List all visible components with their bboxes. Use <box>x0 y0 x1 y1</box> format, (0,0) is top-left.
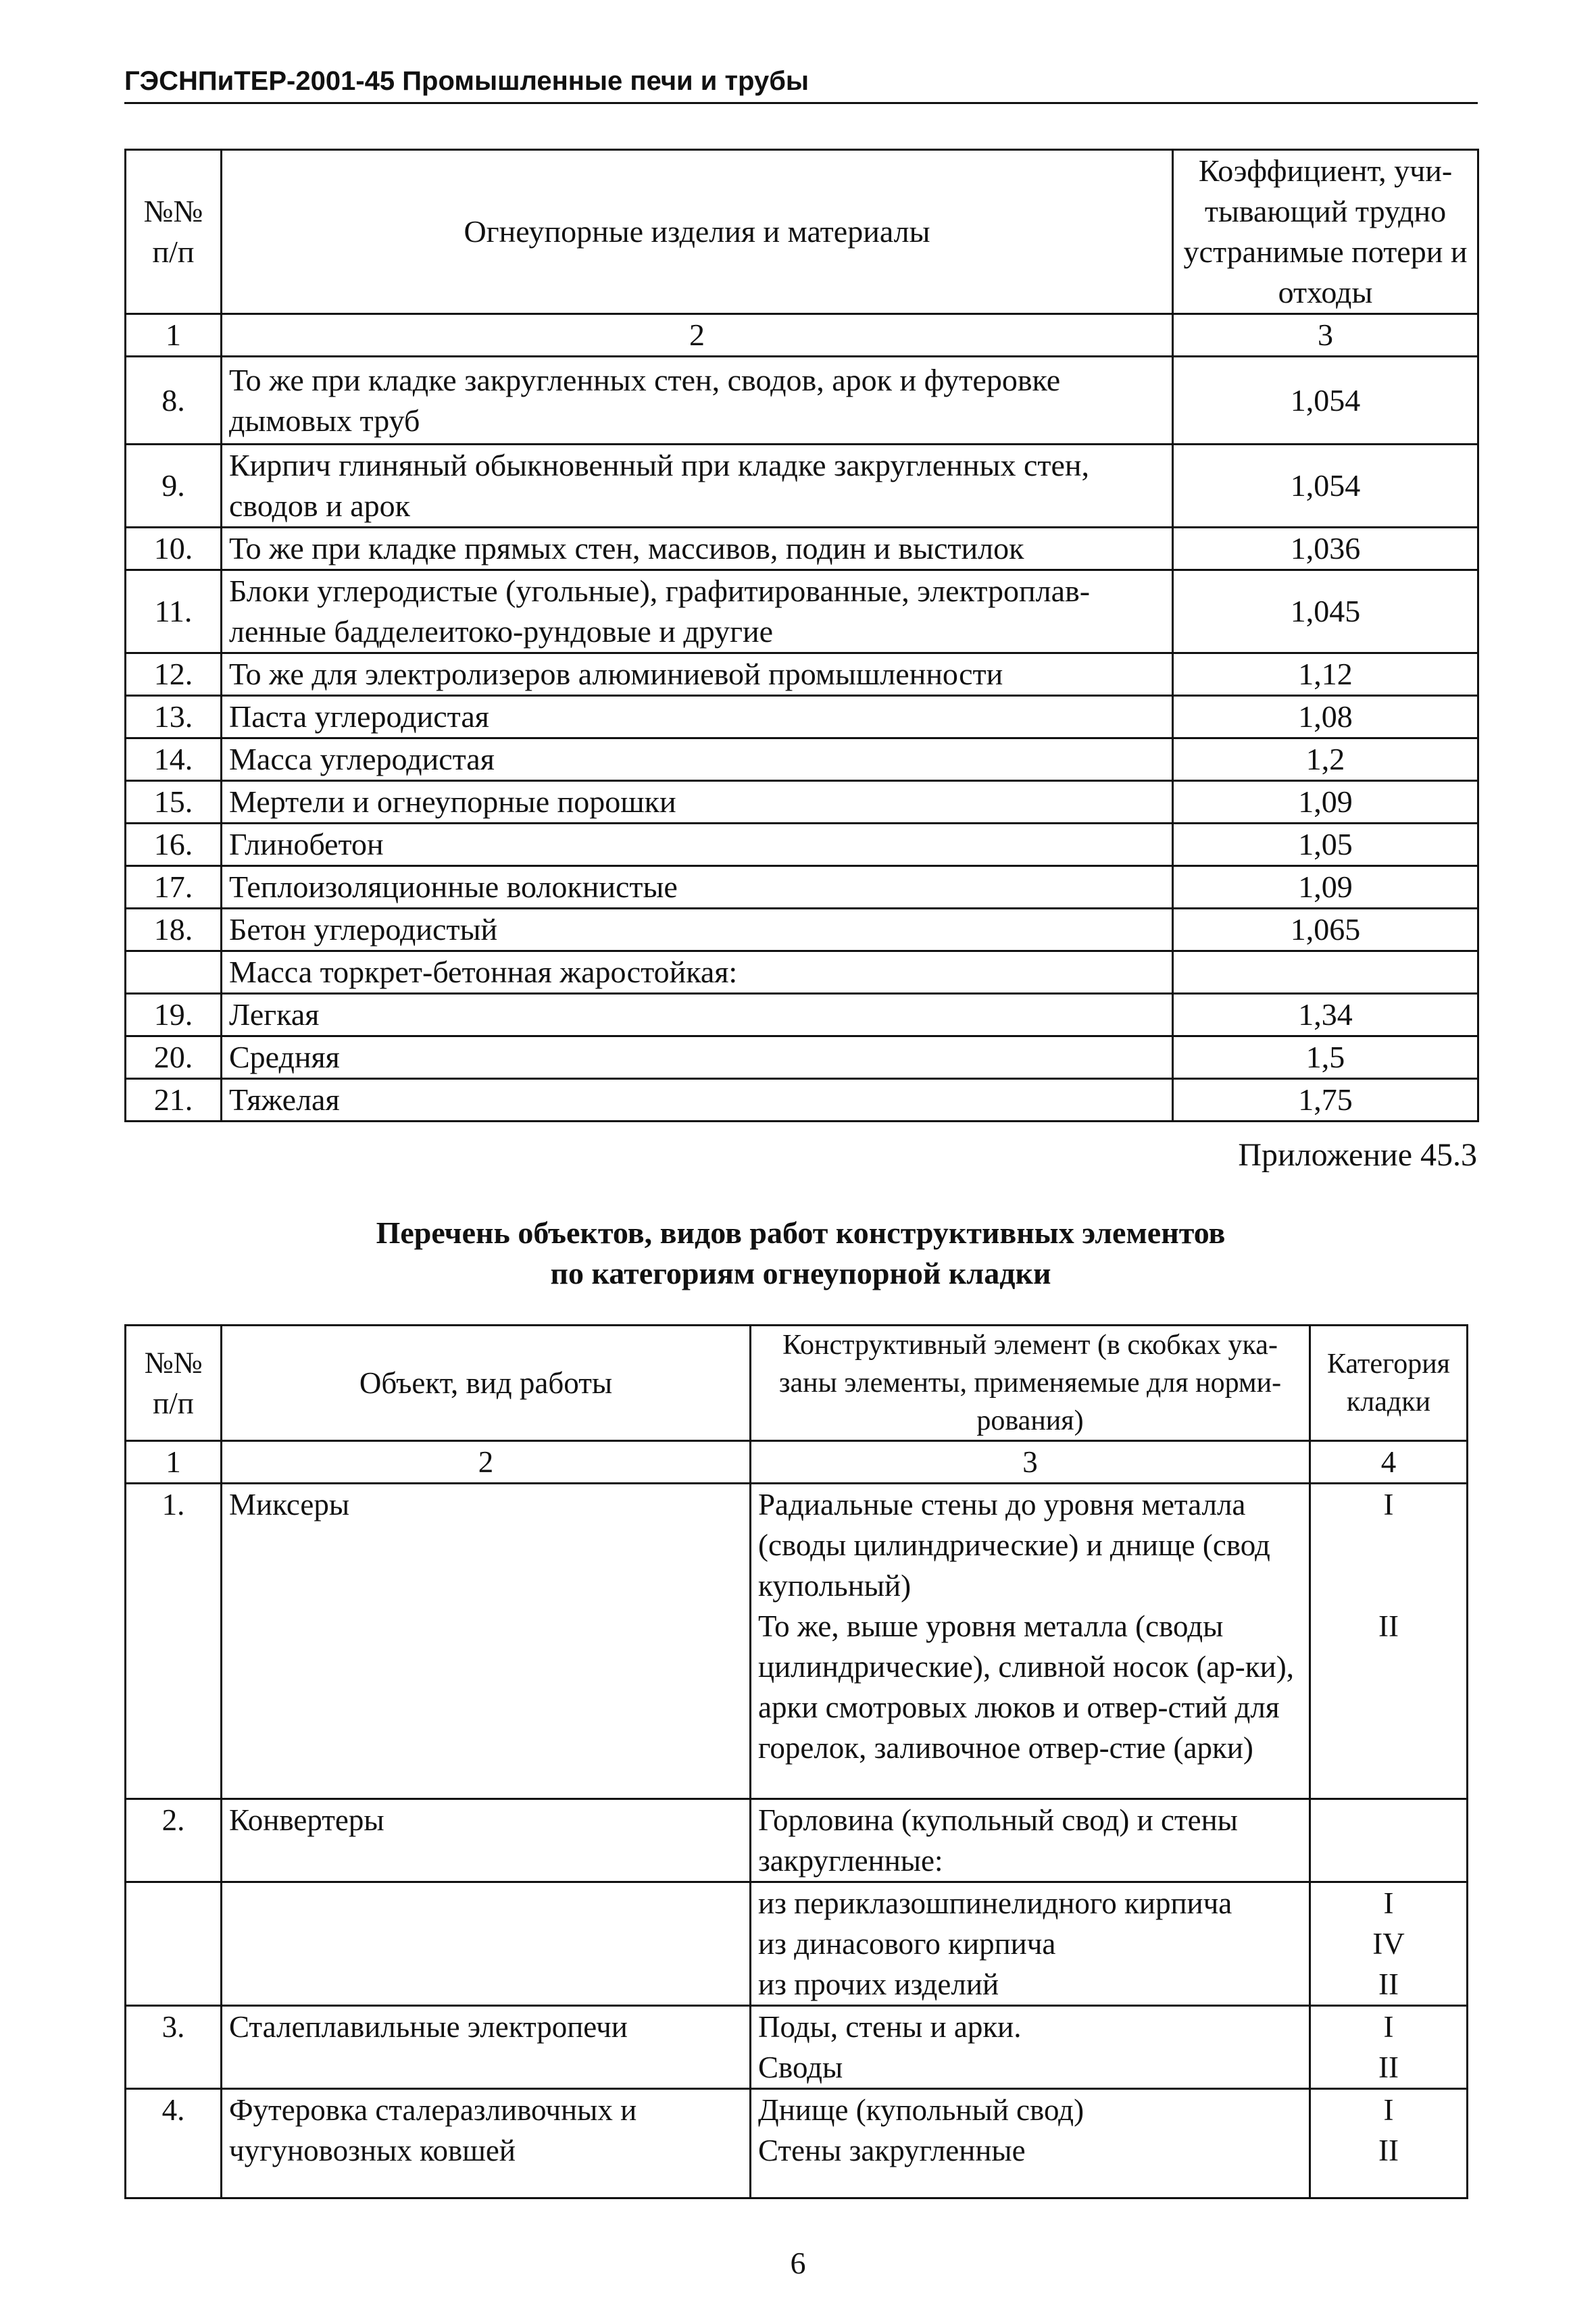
table-row <box>126 1484 1468 1799</box>
table-index-row <box>126 1441 1468 1484</box>
element-line: из прочих изделий <box>758 1967 999 2001</box>
table-row <box>126 445 1478 528</box>
element-line: Радиальные стены до уровня металла (своды цилиндрические) и днище (свод купольный) <box>758 1488 1270 1603</box>
row-object: Миксеры <box>222 1484 751 1799</box>
index-cell: 4 <box>1310 1441 1468 1484</box>
category-value: I <box>1383 2093 1394 2127</box>
table-index-row <box>126 314 1478 357</box>
element-line: То же, выше уровня металла (своды цилиндрические), сливной носок (ар-ки), арки смотровых люков и отвер-стий для горелок, заливочное отвер-стие (арки) <box>758 1609 1294 1765</box>
element-line: из динасового кирпича <box>758 1927 1056 1961</box>
row-coefficient: 1,036 <box>1173 528 1478 570</box>
table-row <box>126 570 1478 653</box>
row-object: Сталеплавильные электропечи <box>222 2006 751 2089</box>
row-material: Масса углеродистая <box>222 738 1173 781</box>
row-coefficient <box>1173 951 1478 994</box>
row-element <box>751 1882 1310 2006</box>
element-line: Поды, стены и арки. <box>758 2010 1022 2044</box>
row-num: 12. <box>126 653 222 696</box>
index-cell: 3 <box>1173 314 1478 357</box>
row-coefficient: 1,054 <box>1173 445 1478 528</box>
index-cell: 2 <box>222 314 1173 357</box>
section-title <box>124 1213 1477 1294</box>
header-num: №№ п/п <box>126 150 222 314</box>
row-category <box>1310 2006 1468 2089</box>
element-line: из периклазошпинелидного кирпича <box>758 1886 1232 1920</box>
row-num: 14. <box>126 738 222 781</box>
element-line: Стены закругленные <box>758 2134 1026 2167</box>
table-row <box>126 1036 1478 1079</box>
row-num: 11. <box>126 570 222 653</box>
row-num: 16. <box>126 824 222 866</box>
category-value: II <box>1378 2051 1399 2084</box>
row-num: 4. <box>126 2089 222 2198</box>
index-cell: 2 <box>222 1441 751 1484</box>
index-cell: 3 <box>751 1441 1310 1484</box>
row-category <box>1310 1799 1468 1882</box>
category-value: II <box>1378 2134 1399 2167</box>
header-coefficient: Коэффициент, учи-тывающий трудно устранимые потери и отходы <box>1173 150 1478 314</box>
table-row <box>126 653 1478 696</box>
header-num: №№ п/п <box>126 1326 222 1441</box>
header-object: Объект, вид работы <box>222 1326 751 1441</box>
table-row <box>126 781 1478 824</box>
table-row <box>126 357 1478 445</box>
page-number: 6 <box>790 2246 806 2280</box>
row-coefficient: 1,09 <box>1173 866 1478 909</box>
row-category <box>1310 2089 1468 2198</box>
row-num: 2. <box>126 1799 222 1882</box>
row-material: То же при кладке прямых стен, массивов, подин и выстилок <box>222 528 1173 570</box>
row-category <box>1310 1484 1468 1799</box>
category-value: I <box>1383 2010 1394 2044</box>
table-header-row <box>126 1326 1468 1441</box>
row-material: Средняя <box>222 1036 1173 1079</box>
table-row <box>126 2006 1468 2089</box>
row-coefficient: 1,75 <box>1173 1079 1478 1122</box>
row-num: 19. <box>126 994 222 1036</box>
row-coefficient: 1,5 <box>1173 1036 1478 1079</box>
row-coefficient: 1,08 <box>1173 696 1478 738</box>
table-row-group-heading <box>126 951 1478 994</box>
row-material: Мертели и огнеупорные порошки <box>222 781 1173 824</box>
row-object <box>222 1882 751 2006</box>
table-row <box>126 1799 1468 1882</box>
running-header: ГЭСНПиТЕР-2001-45 Промышленные печи и трубы <box>124 66 809 96</box>
table-row <box>126 824 1478 866</box>
row-coefficient: 1,09 <box>1173 781 1478 824</box>
row-num: 13. <box>126 696 222 738</box>
category-value: II <box>1378 1609 1399 1643</box>
table-row <box>126 696 1478 738</box>
row-category <box>1310 1882 1468 2006</box>
row-coefficient: 1,054 <box>1173 357 1478 445</box>
row-num <box>126 1882 222 2006</box>
row-coefficient: 1,12 <box>1173 653 1478 696</box>
table-row <box>126 528 1478 570</box>
row-material: Теплоизоляционные волокнистые <box>222 866 1173 909</box>
row-coefficient: 1,2 <box>1173 738 1478 781</box>
index-cell: 1 <box>126 314 222 357</box>
row-coefficient: 1,05 <box>1173 824 1478 866</box>
row-element <box>751 2089 1310 2198</box>
row-num: 10. <box>126 528 222 570</box>
row-coefficient: 1,34 <box>1173 994 1478 1036</box>
masonry-category-table <box>124 1324 1468 2199</box>
row-material: Блоки углеродистые (угольные), графитированные, электроплав-ленные бадделеитоко-рундовые и другие <box>222 570 1173 653</box>
header-category: Категория кладки <box>1310 1326 1468 1441</box>
table-row <box>126 2089 1468 2198</box>
table-row <box>126 866 1478 909</box>
header-rule <box>124 102 1478 104</box>
section-title-line: по категориям огнеупорной кладки <box>550 1256 1051 1290</box>
row-num: 21. <box>126 1079 222 1122</box>
row-material: Масса торкрет-бетонная жаростойкая: <box>222 951 1173 994</box>
row-element: Горловина (купольный свод) и стены закругленные: <box>751 1799 1310 1882</box>
category-value: IV <box>1372 1927 1405 1961</box>
table-row <box>126 1079 1478 1122</box>
row-material: Кирпич глиняный обыкновенный при кладке закругленных стен, сводов и арок <box>222 445 1173 528</box>
row-num: 3. <box>126 2006 222 2089</box>
row-num: 18. <box>126 909 222 951</box>
table-row <box>126 738 1478 781</box>
category-value: I <box>1383 1886 1394 1920</box>
row-num: 8. <box>126 357 222 445</box>
row-element <box>751 2006 1310 2089</box>
row-object: Конвертеры <box>222 1799 751 1882</box>
row-num: 9. <box>126 445 222 528</box>
category-value: II <box>1378 1967 1399 2001</box>
row-object: Футеровка сталеразливочных и чугуновозных ковшей <box>222 2089 751 2198</box>
table-row <box>126 909 1478 951</box>
element-line: Днище (купольный свод) <box>758 2093 1084 2127</box>
row-material: Бетон углеродистый <box>222 909 1173 951</box>
row-num <box>126 951 222 994</box>
element-line: Своды <box>758 2051 843 2084</box>
header-material: Огнеупорные изделия и материалы <box>222 150 1173 314</box>
row-num: 15. <box>126 781 222 824</box>
row-material: То же при кладке закругленных стен, сводов, арок и футеровке дымовых труб <box>222 357 1173 445</box>
row-num: 1. <box>126 1484 222 1799</box>
row-material: То же для электролизеров алюминиевой промышленности <box>222 653 1173 696</box>
row-material: Глинобетон <box>222 824 1173 866</box>
header-element: Конструктивный элемент (в скобках ука-заны элементы, применяемые для норми-рования) <box>751 1326 1310 1441</box>
index-cell: 1 <box>126 1441 222 1484</box>
category-value: I <box>1383 1488 1394 1521</box>
row-num: 17. <box>126 866 222 909</box>
row-material: Легкая <box>222 994 1173 1036</box>
table-row-sub <box>126 1882 1468 2006</box>
row-coefficient: 1,065 <box>1173 909 1478 951</box>
coefficient-table <box>124 149 1479 1122</box>
row-num: 20. <box>126 1036 222 1079</box>
section-title-line: Перечень объектов, видов работ конструктивных элементов <box>376 1215 1226 1250</box>
table-row <box>126 994 1478 1036</box>
appendix-label: Приложение 45.3 <box>1238 1137 1477 1173</box>
row-material: Тяжелая <box>222 1079 1173 1122</box>
row-element <box>751 1484 1310 1799</box>
row-coefficient: 1,045 <box>1173 570 1478 653</box>
row-material: Паста углеродистая <box>222 696 1173 738</box>
table-header-row <box>126 150 1478 314</box>
